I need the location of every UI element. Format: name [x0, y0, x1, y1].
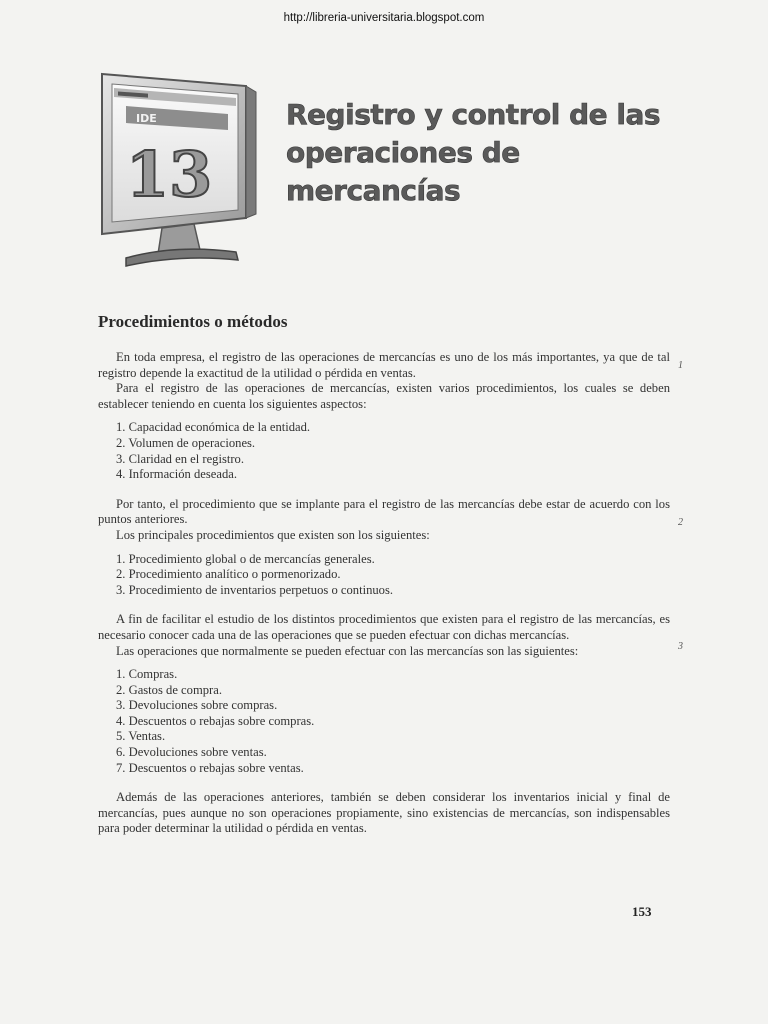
chapter-title-line-2: operaciones de [286, 136, 520, 169]
paragraph: A fin de facilitar el estudio de los distintos procedimientos que existen para el registro de las mercancías, es necesario conocer cada una de las operaciones que se pueden efectuar con dichas mercancías. [98, 612, 670, 642]
page-number: 153 [632, 904, 652, 919]
paragraph: Por tanto, el procedimiento que se implante para el registro de las mercancías debe estar de acuerdo con los puntos anteriores. [98, 496, 670, 527]
aspects-list [98, 420, 670, 482]
paragraph: Para el registro de las operaciones de mercancías, existen varios procedimientos, los cuales se deben establecer teniendo en cuenta los siguientes aspectos: [98, 381, 670, 411]
paragraph: Las operaciones que normalmente se pueden efectuar con las mercancías son las siguientes: [116, 643, 579, 658]
list-item: 6. Devoluciones sobre ventas. [116, 745, 267, 760]
section-heading: Procedimientos o métodos [98, 312, 288, 331]
list-item: 2. Volumen de operaciones. [116, 435, 256, 450]
list-item: 5. Ventas. [116, 729, 166, 744]
operations-list [98, 667, 670, 776]
list-item: 4. Descuentos o rebajas sobre compras. [116, 713, 315, 728]
procedures-list [98, 552, 670, 599]
list-item: 2. Procedimiento analítico o pormenorizado. [116, 567, 341, 582]
paragraph: En toda empresa, el registro de las operaciones de mercancías es uno de los más importantes, ya que de tal registro depende la exactitud de la utilidad o pérdida en ventas. [98, 350, 670, 380]
monitor-chapter-icon [96, 68, 276, 268]
list-item: 1. Capacidad económica de la entidad. [116, 420, 311, 435]
chapter-title-line-3: mercancías [286, 174, 461, 207]
list-item: 1. Compras. [116, 667, 178, 682]
paragraph: Los principales procedimientos que existen son los siguientes: [116, 527, 430, 542]
chapter-number: 13 [126, 138, 213, 211]
list-item: 1. Procedimiento global o de mercancías generales. [116, 551, 375, 566]
body-text [98, 350, 670, 837]
source-url: http://libreria-universitaria.blogspot.com [283, 12, 485, 24]
margin-number: 1 [678, 360, 683, 371]
paragraph: Además de las operaciones anteriores, también se deben considerar los inventarios inicial y final de mercancías, pues aunque no son operaciones propiamente, sino existencias de mercancías, son indispensables para poder determinar la utilidad o pérdida en ventas. [98, 790, 670, 836]
list-item: 3. Procedimiento de inventarios perpetuos o continuos. [116, 582, 394, 597]
list-item: 2. Gastos de compra. [116, 682, 222, 697]
chapter-title [286, 96, 706, 210]
chapter-title-line-1: Registro y control de las [286, 98, 661, 131]
margin-number: 3 [678, 641, 683, 652]
list-item: 3. Claridad en el registro. [116, 451, 244, 466]
list-item: 4. Información deseada. [116, 467, 237, 482]
list-item: 3. Devoluciones sobre compras. [116, 698, 278, 713]
screen-label: IDE [136, 112, 157, 125]
list-item: 7. Descuentos o rebajas sobre ventas. [116, 760, 304, 775]
margin-number: 2 [678, 517, 683, 528]
